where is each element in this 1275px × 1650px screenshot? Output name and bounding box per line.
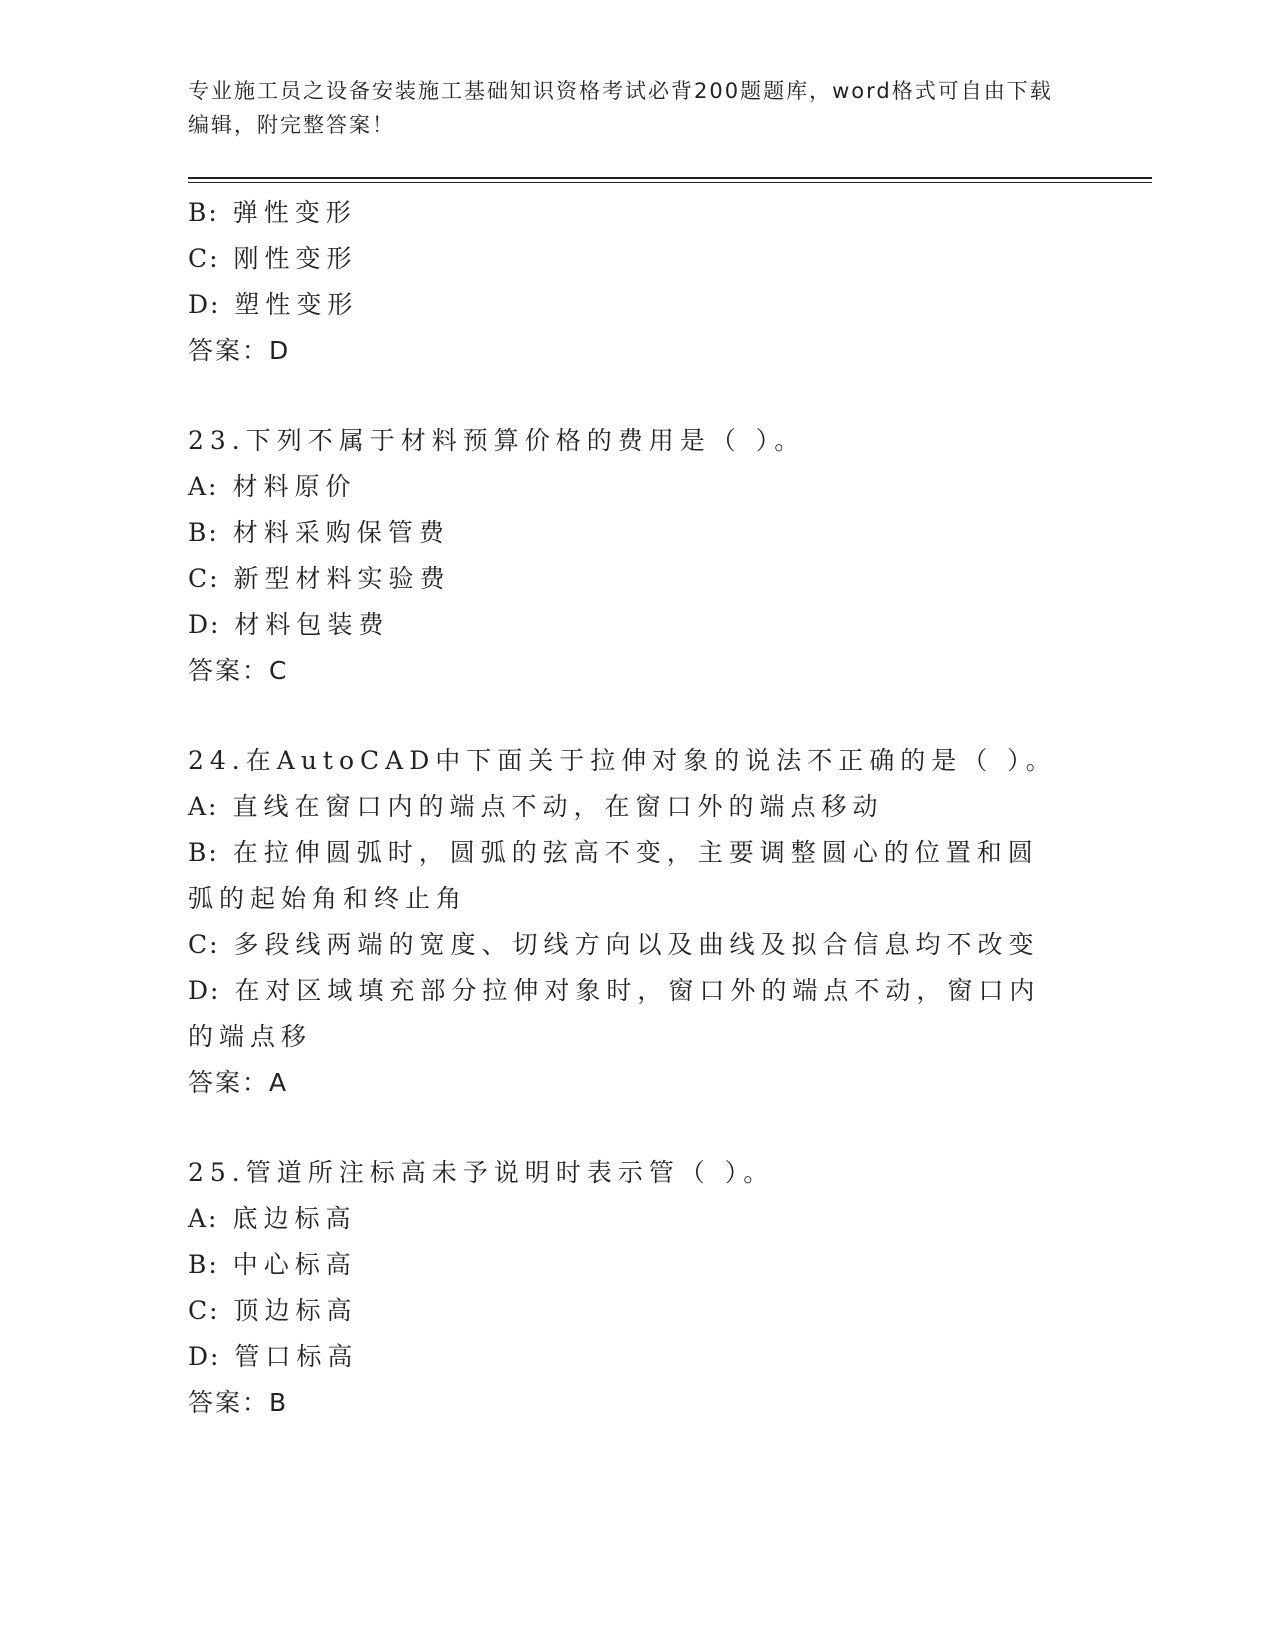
answer-line: 答案：D: [188, 336, 291, 365]
header-rule-thick: [188, 177, 1152, 179]
option-c: C: 刚性变形: [188, 244, 358, 273]
answer-line: 答案：C: [188, 656, 289, 685]
option-c: C: 顶边标高: [188, 1296, 358, 1325]
question-23: [188, 418, 1088, 694]
question-25: [188, 1150, 1088, 1426]
option-d: D: 材料包装费: [188, 610, 390, 639]
option-b: B: 在拉伸圆弧时，圆弧的弦高不变，主要调整圆心的位置和圆弧的起始角和终止角: [188, 838, 1039, 913]
question-stem: 23.下列不属于材料预算价格的费用是（ ）。: [188, 426, 806, 455]
document-header: 专业施工员之设备安装施工基础知识资格考试必背200题题库，word格式可自由下载编辑，附完整答案！: [188, 79, 1053, 137]
prev-question-block: [188, 190, 1088, 374]
option-a: A: 直线在窗口内的端点不动，在窗口外的端点移动: [188, 792, 884, 821]
option-d: D: 塑性变形: [188, 290, 359, 319]
option-d: D: 在对区域填充部分拉伸对象时，窗口外的端点不动，窗口内的端点移: [188, 976, 1041, 1051]
option-b: B: 材料采购保管费: [188, 518, 450, 547]
header-rule-thin: [188, 182, 1152, 183]
question-24: [188, 738, 1088, 1106]
option-a: A: 底边标高: [188, 1204, 357, 1233]
option-c: C: 新型材料实验费: [188, 564, 451, 593]
option-c: C: 多段线两端的宽度、切线方向以及曲线及拟合信息均不改变: [188, 930, 1040, 959]
question-content: [188, 190, 1088, 1426]
option-b: B: 中心标高: [188, 1250, 357, 1279]
option-a: A: 材料原价: [188, 472, 357, 501]
option-d: D: 管口标高: [188, 1342, 359, 1371]
answer-line: 答案：B: [188, 1388, 289, 1417]
answer-line: 答案：A: [188, 1068, 289, 1097]
question-stem: 25.管道所注标高未予说明时表示管（ ）。: [188, 1158, 775, 1187]
option-b: B: 弹性变形: [188, 198, 357, 227]
question-stem: 24.在AutoCAD中下面关于拉伸对象的说法不正确的是（ ）。: [188, 746, 1057, 775]
